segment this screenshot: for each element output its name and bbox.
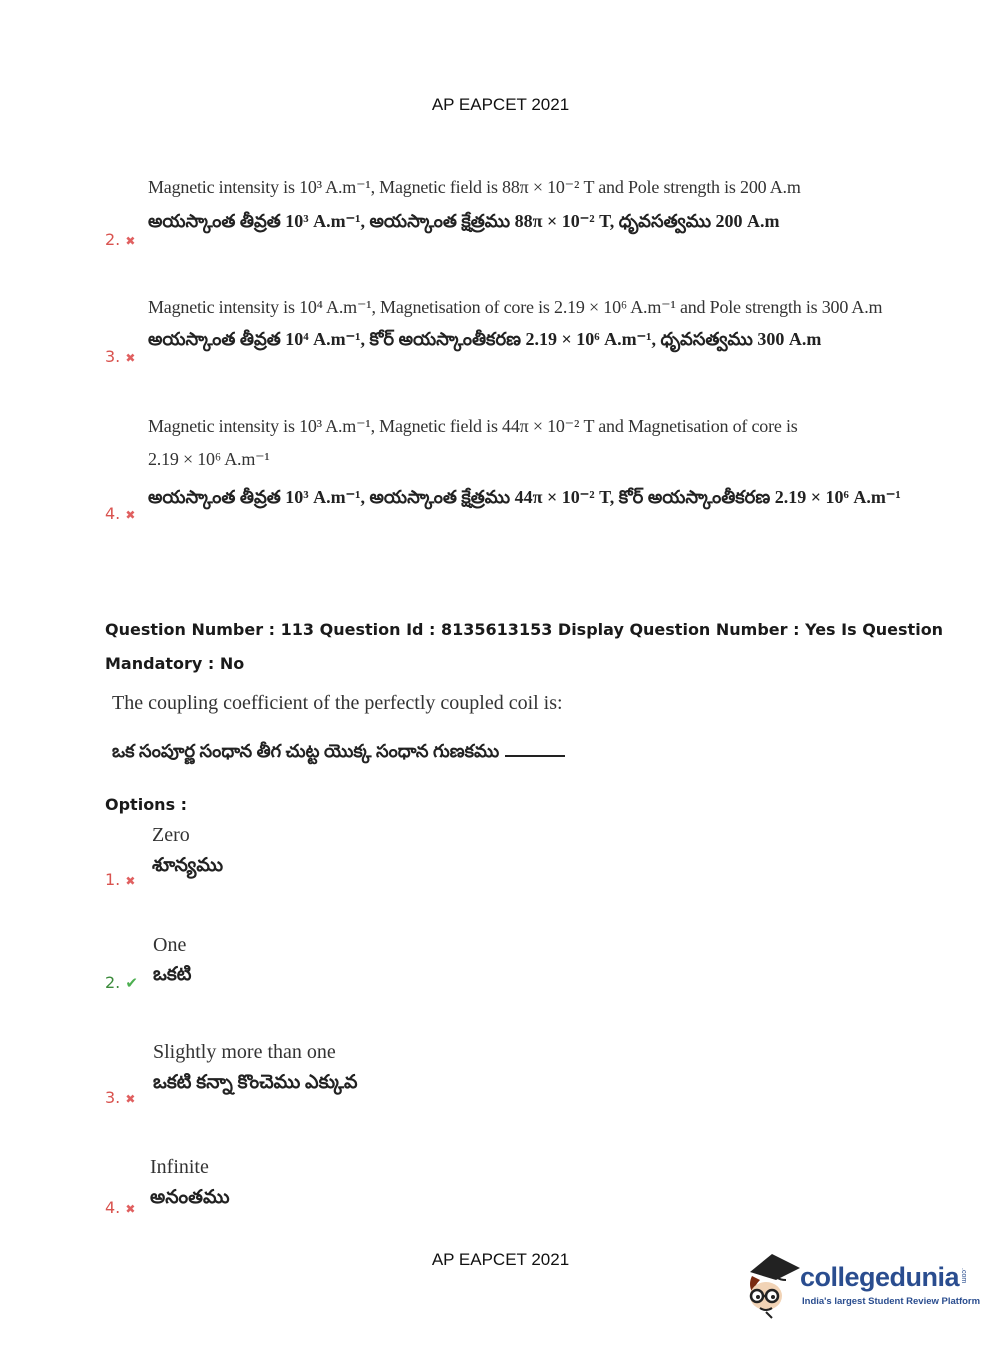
option-4-english: Infinite <box>150 1156 209 1178</box>
wrong-icon: ✖ <box>125 351 136 365</box>
page-footer-title: AP EAPCET 2021 <box>431 1250 570 1269</box>
page-header-title: AP EAPCET 2021 <box>431 95 570 114</box>
prev-option-2-marker <box>105 230 135 249</box>
question-text-telugu: ఒక సంపూర్ణ సంధాన తీగ చుట్ట యొక్క సంధాన గుణకము <box>112 741 500 761</box>
option-1-marker <box>105 870 135 889</box>
option-number: 3. <box>105 347 121 366</box>
option-2-marker <box>105 973 138 992</box>
prev-option-4-english-line1: Magnetic intensity is 10³ A.m⁻¹, Magnetic field is 44π × 10⁻² T and Magnetisation of core is <box>148 416 798 436</box>
option-number: 3. <box>105 1088 121 1107</box>
prev-option-3-marker <box>105 347 135 366</box>
question-meta-line1: Question Number : 113 Question Id : 8135613153 Display Question Number : Yes Is Question <box>105 620 944 639</box>
option-2-telugu: ఒకటి <box>153 964 192 985</box>
options-label: Options : <box>105 795 188 814</box>
question-text-english: The coupling coefficient of the perfectly coupled coil is: <box>112 692 563 714</box>
option-number: 1. <box>105 870 121 889</box>
wrong-icon: ✖ <box>125 1202 136 1216</box>
option-4-marker <box>105 1198 135 1217</box>
prev-option-4-telugu: అయస్కాంత తీవ్రత 10³ A.m⁻¹, అయస్కాంత క్షేత్రము 44π × 10⁻² T, కోర్ అయస్కాంతీకరణ 2.19 × 10⁶ A.m⁻¹ <box>148 487 901 507</box>
logo-wordmark: collegedunia <box>800 1262 960 1292</box>
option-number: 2. <box>105 973 121 992</box>
prev-option-4-english-line2: 2.19 × 10⁶ A.m⁻¹ <box>148 449 270 469</box>
wrong-icon: ✖ <box>125 874 136 888</box>
option-1-english: Zero <box>152 824 190 846</box>
prev-option-2-telugu: అయస్కాంత తీవ్రత 10³ A.m⁻¹, అయస్కాంత క్షేత్రము 88π × 10⁻² T, ధృవసత్వము 200 A.m <box>148 211 780 231</box>
collegedunia-mascot-icon <box>742 1250 804 1320</box>
option-number: 4. <box>105 504 121 523</box>
option-3-english: Slightly more than one <box>153 1041 336 1063</box>
correct-check-icon: ✔ <box>125 974 138 992</box>
logo-tagline: India's largest Student Review Platform <box>802 1296 981 1307</box>
answer-blank <box>505 755 565 757</box>
prev-option-3-telugu: అయస్కాంత తీవ్రత 10⁴ A.m⁻¹, కోర్ అయస్కాంతీకరణ 2.19 × 10⁶ A.m⁻¹, ధృవసత్వము 300 A.m <box>148 329 822 349</box>
option-3-marker <box>105 1088 135 1107</box>
option-number: 2. <box>105 230 121 249</box>
wrong-icon: ✖ <box>125 1092 136 1106</box>
prev-option-4-marker <box>105 504 135 523</box>
option-1-telugu: శూన్యము <box>152 855 224 876</box>
prev-option-3-english: Magnetic intensity is 10⁴ A.m⁻¹, Magnetisation of core is 2.19 × 10⁶ A.m⁻¹ and Pole strength is 300 A.m <box>148 297 883 317</box>
prev-option-2-english: Magnetic intensity is 10³ A.m⁻¹, Magnetic field is 88π × 10⁻² T and Pole strength is 200 A.m <box>148 177 801 197</box>
question-meta-line2: Mandatory : No <box>105 654 245 673</box>
option-4-telugu: అనంతము <box>150 1187 230 1208</box>
wrong-icon: ✖ <box>125 234 136 248</box>
option-3-telugu: ఒకటి కన్నా కొంచెము ఎక్కువ <box>153 1072 358 1093</box>
logo-dotcom: .com <box>960 1268 967 1284</box>
wrong-icon: ✖ <box>125 508 136 522</box>
option-number: 4. <box>105 1198 121 1217</box>
option-2-english: One <box>153 934 187 956</box>
question-text-telugu-row <box>112 741 565 766</box>
